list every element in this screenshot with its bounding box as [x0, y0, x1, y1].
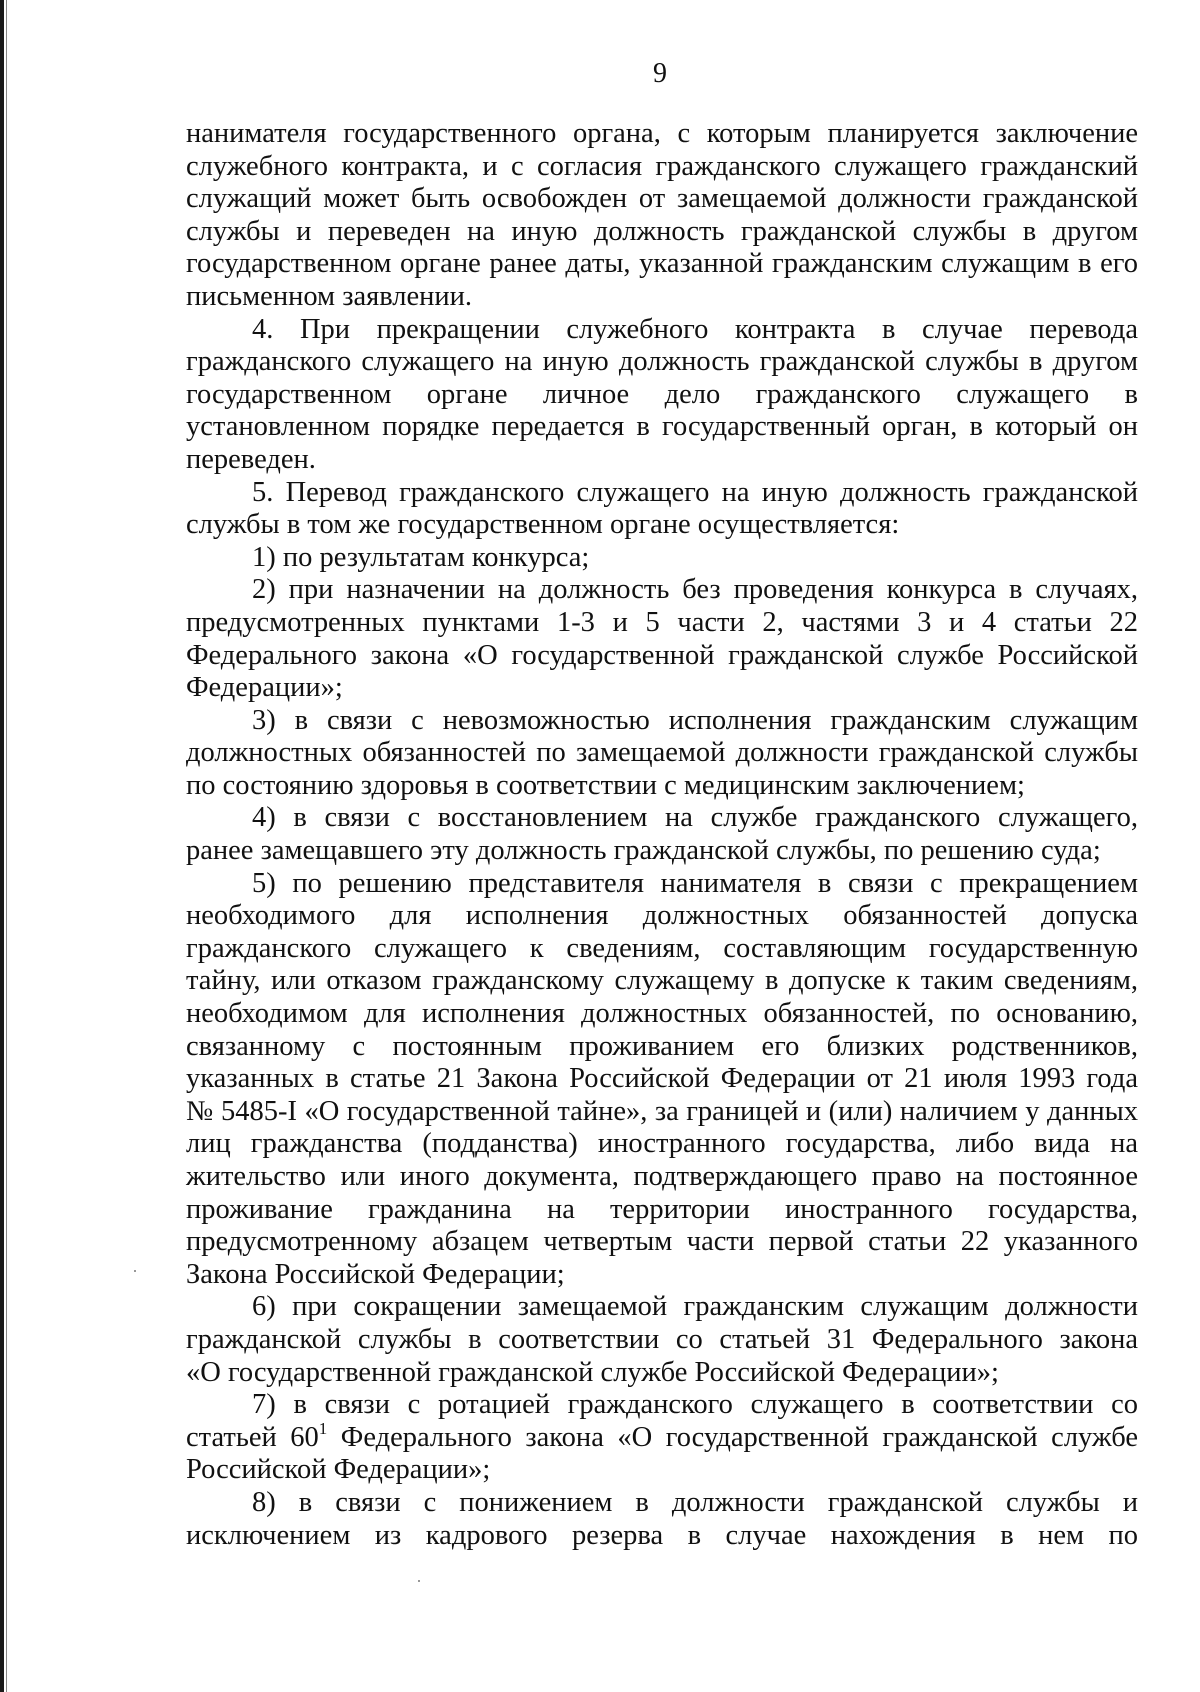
document-line: 1) по результатам конкурса; — [252, 541, 590, 573]
document-line: 4. При прекращении служебного контракта в случае перевода — [252, 313, 1138, 345]
document-line: проживание гражданина на территории иностранного государства, — [186, 1193, 1138, 1225]
document-line: 5) по решению представителя нанимателя в связи с прекращением — [252, 867, 1138, 899]
document-line: гражданской службы в соответствии со статьей 31 Федерального закона — [186, 1323, 1138, 1355]
document-line: Закона Российской Федерации; — [186, 1258, 565, 1290]
document-line — [186, 1418, 1138, 1455]
document-line: тайну, или отказом гражданскому служащему в допуске к таким сведениям, — [186, 965, 1138, 997]
document-line: № 5485-I «О государственной тайне», за границей и (или) наличием у данных — [186, 1095, 1138, 1127]
document-line: 5. Перевод гражданского служащего на иную должность гражданской — [252, 476, 1138, 508]
document-line: переведен. — [186, 443, 316, 475]
article-superscript: 1 — [318, 1418, 328, 1438]
document-line: 2) при назначении на должность без проведения конкурса в случаях, — [252, 574, 1138, 606]
document-line: должностных обязанностей по замещаемой должности гражданской службы — [186, 737, 1138, 769]
document-line: службы в том же государственном органе осуществляется: — [186, 509, 900, 541]
line-text-rest: Федерального закона «О государственной гражданской службе — [327, 1421, 1138, 1453]
document-line: государственном органе ранее даты, указанной гражданским служащим в его — [186, 248, 1138, 280]
document-line: по состоянию здоровья в соответствии с медицинским заключением; — [186, 769, 1025, 801]
document-line: 4) в связи с восстановлением на службе гражданского служащего, — [252, 802, 1138, 834]
document-line: 8) в связи с понижением в должности гражданской службы и — [252, 1486, 1138, 1518]
document-line: необходимом для исполнения должностных обязанностей, по основанию, — [186, 998, 1138, 1030]
document-line: письменном заявлении. — [186, 280, 473, 312]
document-line: предусмотренных пунктами 1-3 и 5 части 2, частями 3 и 4 статьи 22 — [186, 606, 1138, 638]
document-line: ранее замещавшего эту должность гражданской службы, по решению суда; — [186, 835, 1101, 867]
scan-speck — [418, 1580, 420, 1582]
document-line: «О государственной гражданской службе Российской Федерации»; — [186, 1356, 999, 1388]
document-line: 3) в связи с невозможностью исполнения гражданским служащим — [252, 704, 1138, 736]
document-line: Федерации»; — [186, 672, 343, 704]
document-body — [186, 118, 1138, 1552]
document-line: установленном порядке передается в государственный орган, в который он — [186, 411, 1138, 443]
document-line: указанных в статье 21 Закона Российской Федерации от 21 июля 1993 года — [186, 1063, 1138, 1095]
document-line: службы и переведен на иную должность гражданской службы в другом — [186, 215, 1138, 247]
document-line: Федерального закона «О государственной гражданской службе Российской — [186, 639, 1138, 671]
document-line: 7) в связи с ротацией гражданского служащего в соответствии со — [252, 1389, 1138, 1421]
document-line: Российской Федерации»; — [186, 1454, 491, 1486]
scan-speck — [134, 1270, 136, 1272]
document-line: 6) при сокращении замещаемой гражданским служащим должности — [252, 1291, 1138, 1323]
document-line: необходимого для исполнения должностных обязанностей допуска — [186, 900, 1138, 932]
document-line: связанному с постоянным проживанием его близких родственников, — [186, 1030, 1138, 1062]
document-line: жительство или иного документа, подтверждающего право на постоянное — [186, 1161, 1138, 1192]
document-line: служебного контракта, и с согласия гражданского служащего гражданский — [186, 150, 1138, 182]
page-number: 9 — [653, 58, 667, 89]
document-line: гражданского служащего к сведениям, составляющим государственную — [186, 932, 1138, 964]
scan-left-edge-shadow — [6, 0, 7, 1692]
document-line: лиц гражданства (подданства) иностранного государства, либо вида на — [186, 1128, 1138, 1160]
line-text: статьей 60 — [186, 1421, 319, 1453]
document-line: исключением из кадрового резерва в случае нахождения в нем по — [186, 1519, 1138, 1551]
document-line: государственном органе личное дело гражданского служащего в — [186, 378, 1138, 410]
document-line: предусмотренному абзацем четвертым части первой статьи 22 указанного — [186, 1226, 1138, 1258]
document-line: служащий может быть освобожден от замещаемой должности гражданской — [186, 183, 1138, 215]
document-line: гражданского служащего на иную должность гражданской службы в другом — [186, 346, 1138, 378]
scan-left-edge — [0, 0, 4, 1692]
document-line: нанимателя государственного органа, с которым планируется заключение — [186, 118, 1138, 149]
